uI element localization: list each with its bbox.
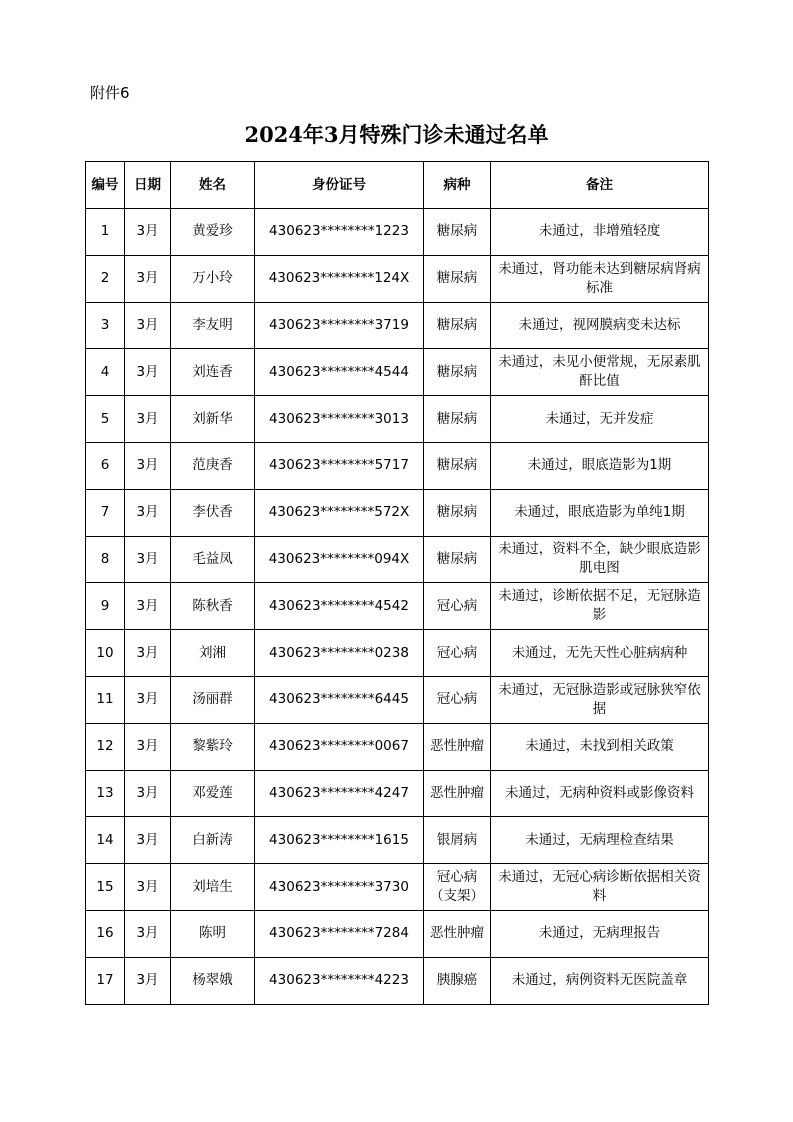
cell-date: 3月: [125, 630, 171, 677]
cell-id: 430623********4542: [255, 583, 424, 630]
cell-id: 430623********4544: [255, 349, 424, 396]
cell-disease: 恶性肿瘤: [424, 723, 491, 770]
cell-name: 刘培生: [171, 864, 255, 911]
table-row: [86, 817, 709, 864]
cell-no: 5: [86, 396, 125, 443]
cell-id: 430623********0238: [255, 630, 424, 677]
cell-no: 12: [86, 723, 125, 770]
cell-date: 3月: [125, 255, 171, 302]
cell-no: 11: [86, 676, 125, 723]
cell-date: 3月: [125, 489, 171, 536]
table-row: [86, 536, 709, 583]
table-row: [86, 255, 709, 302]
table-row: [86, 489, 709, 536]
cell-disease: 冠心病: [424, 676, 491, 723]
table-row: [86, 583, 709, 630]
cell-note: 未通过，无病理检查结果: [491, 817, 709, 864]
cell-id: 430623********572X: [255, 489, 424, 536]
cell-date: 3月: [125, 864, 171, 911]
cell-date: 3月: [125, 536, 171, 583]
cell-note: 未通过，未找到相关政策: [491, 723, 709, 770]
cell-name: 毛益凤: [171, 536, 255, 583]
cell-id: 430623********4247: [255, 770, 424, 817]
cell-name: 刘新华: [171, 396, 255, 443]
cell-no: 4: [86, 349, 125, 396]
cell-disease: 恶性肿瘤: [424, 770, 491, 817]
cell-id: 430623********0067: [255, 723, 424, 770]
cell-id: 430623********3719: [255, 302, 424, 349]
cell-disease: 冠心病: [424, 630, 491, 677]
cell-name: 陈明: [171, 910, 255, 957]
cell-note: 未通过，诊断依据不足，无冠脉造影: [491, 583, 709, 630]
header-date: 日期: [125, 162, 171, 209]
cell-note: 未通过，眼底造影为单纯1期: [491, 489, 709, 536]
attachment-label: 附件6: [90, 84, 130, 102]
cell-no: 1: [86, 209, 125, 256]
cell-id: 430623********1615: [255, 817, 424, 864]
cell-note: 未通过，无冠脉造影或冠脉狭窄依据: [491, 676, 709, 723]
cell-date: 3月: [125, 349, 171, 396]
cell-note: 未通过，无先天性心脏病病种: [491, 630, 709, 677]
table-row: [86, 209, 709, 256]
cell-name: 刘连香: [171, 349, 255, 396]
table-row: [86, 910, 709, 957]
table-row: [86, 349, 709, 396]
cell-disease: 糖尿病: [424, 209, 491, 256]
cell-note: 未通过，眼底造影为1期: [491, 442, 709, 489]
cell-name: 李伏香: [171, 489, 255, 536]
cell-no: 9: [86, 583, 125, 630]
cell-disease: 冠心病（支架）: [424, 864, 491, 911]
cell-disease: 糖尿病: [424, 536, 491, 583]
cell-no: 10: [86, 630, 125, 677]
cell-no: 15: [86, 864, 125, 911]
cell-id: 430623********6445: [255, 676, 424, 723]
header-disease: 病种: [424, 162, 491, 209]
cell-name: 刘湘: [171, 630, 255, 677]
table-row: [86, 442, 709, 489]
table-row: [86, 630, 709, 677]
cell-note: 未通过，未见小便常规，无尿素肌酐比值: [491, 349, 709, 396]
page-title: 2024年3月特殊门诊未通过名单: [244, 122, 549, 147]
table-row: [86, 723, 709, 770]
cell-name: 范庚香: [171, 442, 255, 489]
cell-no: 14: [86, 817, 125, 864]
cell-date: 3月: [125, 209, 171, 256]
header-name: 姓名: [171, 162, 255, 209]
cell-name: 黎紫玲: [171, 723, 255, 770]
cell-note: 未通过，非增殖轻度: [491, 209, 709, 256]
cell-date: 3月: [125, 442, 171, 489]
cell-note: 未通过，病例资料无医院盖章: [491, 957, 709, 1004]
cell-note: 未通过，无并发症: [491, 396, 709, 443]
cell-no: 16: [86, 910, 125, 957]
cell-disease: 糖尿病: [424, 396, 491, 443]
cell-name: 万小玲: [171, 255, 255, 302]
cell-note: 未通过，无冠心病诊断依据相关资料: [491, 864, 709, 911]
cell-disease: 糖尿病: [424, 349, 491, 396]
cell-note: 未通过，视网膜病变未达标: [491, 302, 709, 349]
cell-no: 8: [86, 536, 125, 583]
cell-no: 6: [86, 442, 125, 489]
cell-no: 17: [86, 957, 125, 1004]
header-note: 备注: [491, 162, 709, 209]
table-row: [86, 864, 709, 911]
cell-disease: 银屑病: [424, 817, 491, 864]
rejection-table: [85, 161, 709, 1005]
cell-date: 3月: [125, 583, 171, 630]
cell-name: 李友明: [171, 302, 255, 349]
cell-id: 430623********7284: [255, 910, 424, 957]
cell-disease: 糖尿病: [424, 255, 491, 302]
cell-name: 邓爱莲: [171, 770, 255, 817]
cell-name: 汤丽群: [171, 676, 255, 723]
cell-name: 黄爱珍: [171, 209, 255, 256]
cell-disease: 糖尿病: [424, 442, 491, 489]
cell-date: 3月: [125, 396, 171, 443]
cell-disease: 恶性肿瘤: [424, 910, 491, 957]
cell-id: 430623********3730: [255, 864, 424, 911]
cell-disease: 胰腺癌: [424, 957, 491, 1004]
cell-disease: 糖尿病: [424, 302, 491, 349]
cell-id: 430623********124X: [255, 255, 424, 302]
cell-note: 未通过，资料不全，缺少眼底造影肌电图: [491, 536, 709, 583]
cell-no: 2: [86, 255, 125, 302]
table-row: [86, 676, 709, 723]
cell-name: 陈秋香: [171, 583, 255, 630]
cell-date: 3月: [125, 957, 171, 1004]
header-no: 编号: [86, 162, 125, 209]
cell-disease: 冠心病: [424, 583, 491, 630]
cell-no: 3: [86, 302, 125, 349]
cell-note: 未通过，无病种资料或影像资料: [491, 770, 709, 817]
cell-date: 3月: [125, 723, 171, 770]
header-id: 身份证号: [255, 162, 424, 209]
cell-date: 3月: [125, 910, 171, 957]
table-row: [86, 302, 709, 349]
cell-id: 430623********1223: [255, 209, 424, 256]
cell-no: 13: [86, 770, 125, 817]
cell-id: 430623********4223: [255, 957, 424, 1004]
cell-note: 未通过，无病理报告: [491, 910, 709, 957]
cell-name: 杨翠娥: [171, 957, 255, 1004]
cell-date: 3月: [125, 302, 171, 349]
cell-date: 3月: [125, 817, 171, 864]
cell-date: 3月: [125, 770, 171, 817]
table-body: [86, 209, 709, 1005]
cell-id: 430623********3013: [255, 396, 424, 443]
cell-date: 3月: [125, 676, 171, 723]
cell-disease: 糖尿病: [424, 489, 491, 536]
table-row: [86, 396, 709, 443]
table-row: [86, 957, 709, 1004]
cell-note: 未通过，肾功能未达到糖尿病肾病标准: [491, 255, 709, 302]
cell-id: 430623********094X: [255, 536, 424, 583]
cell-no: 7: [86, 489, 125, 536]
table-row: [86, 770, 709, 817]
cell-id: 430623********5717: [255, 442, 424, 489]
cell-name: 白新涛: [171, 817, 255, 864]
table-header-row: [86, 162, 709, 209]
